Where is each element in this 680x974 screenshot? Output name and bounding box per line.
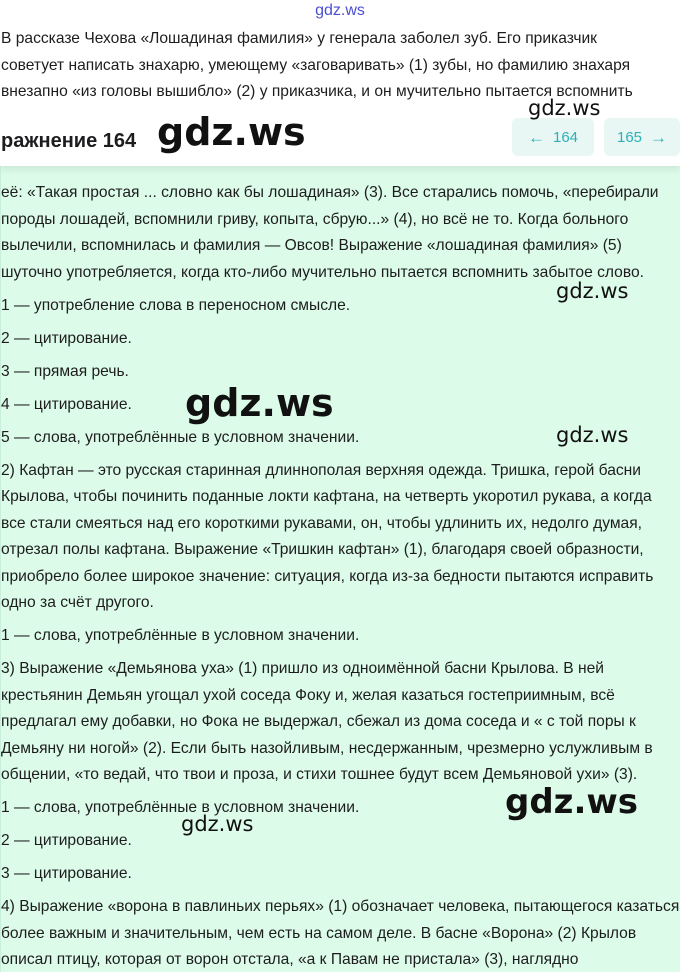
answer-paragraph: 1 — слова, употреблённые в условном значении. bbox=[1, 799, 360, 816]
answer-paragraph: 2 — цитирование. bbox=[1, 832, 132, 849]
answer-paragraph: 3 — прямая речь. bbox=[1, 362, 129, 380]
answer-paragraph: 2) Кафтан — это русская старинная длиннополая верхняя одежда. Тришка, герой басни Крылова, чтобы починить поданные локти кафтана, на четверть укоротил рукава, а когда все стали смеяться над его короткими рукавами, он, чтобы удлинить их, недолго думая, отрезал полы кафтана. Выражение «Тришкин кафтан» (1), благодаря своей образности, приобрело более широкое значение: ситуация, когда из-за бедности пытаются исправить одно за счёт другого. bbox=[1, 461, 654, 611]
next-exercise-label: 165 bbox=[616, 128, 643, 146]
intro-line: В рассказе Чехова «Лошадиная фамилия» у генерала заболел зуб. Его приказчик bbox=[1, 30, 597, 47]
answer-paragraph: 3 — цитирование. bbox=[1, 865, 132, 882]
answer-paragraph: 5 — слова, употреблённые в условном значении. bbox=[1, 428, 360, 446]
answer-paragraph: её: «Такая простая ... словно как бы лошадиная» (3). Все старались помочь, «перебирали породы лошадей, вспомнили гриву, копыта, сбрую...» (4), но всё не то. Когда больного вылечили, вспомнилась и фамилия — Овсов! Выражение «лошадиная фамилия» (5) шуточно употребляется, когда кто-либо мучительно пытается вспомнить забытое слово. bbox=[1, 184, 659, 281]
watermark: gdz.ws bbox=[505, 782, 639, 822]
intro-text bbox=[0, 26, 680, 106]
prev-exercise-button[interactable] bbox=[512, 118, 594, 156]
arrow-left-icon: ← bbox=[527, 127, 545, 147]
next-exercise-button[interactable] bbox=[604, 118, 680, 156]
watermark: gdz.ws bbox=[185, 381, 334, 425]
prev-exercise-label: 164 bbox=[552, 128, 579, 146]
answer-paragraph: 1 — слова, употреблённые в условном значении. bbox=[1, 627, 360, 644]
site-watermark-top: gdz.ws bbox=[315, 2, 365, 19]
exercise-title: ражнение 164 bbox=[1, 130, 137, 152]
answer-paragraph: 4) Выражение «ворона в павлиньих перьях» (1) обозначает человека, пытающегося казаться более важным и значительным, чем есть на самом деле. В басне «Ворона» (2) Крылов описал птицу, которая от ворон отстала, «а к Павам не пристала» (3), наглядно bbox=[1, 898, 680, 968]
answer-paragraph: 3) Выражение «Демьянова уха» (1) пришло из одноимённой басни Крылова. В ней крестьянин Демьян угощал ухой соседа Фоку и, желая казаться гостеприимным, всё предлагал ему добавки, но Фока не выдержал, сбежал из дома соседа и « с той поры к Демьяну ни ногой» (2). Если быть назойливым, несдержанным, чрезмерно услужливым в общении, «то ведай, что твои и проза, и стихи тошнее будут всем Демьяновой ухи» (3). bbox=[1, 660, 653, 783]
answer-paragraph: 4 — цитирование. bbox=[1, 395, 132, 413]
answer-paragraph: 2 — цитирование. bbox=[1, 329, 132, 347]
arrow-right-icon: → bbox=[650, 127, 668, 147]
intro-line: внезапно «из головы вышибло» (2) у приказчика, и он мучительно пытается вспомнить bbox=[1, 83, 633, 100]
intro-line: советует написать знахарю, умеющему «заговаривать» (1) зубы, но фамилию знахаря bbox=[1, 56, 631, 74]
watermark: gdz.ws bbox=[556, 279, 629, 303]
watermark: gdz.ws bbox=[181, 812, 254, 836]
watermark: gdz.ws bbox=[157, 110, 306, 154]
watermark: gdz.ws bbox=[528, 96, 601, 120]
answer-paragraph: 1 — употребление слова в переносном смысле. bbox=[1, 296, 351, 314]
watermark: gdz.ws bbox=[556, 423, 629, 447]
